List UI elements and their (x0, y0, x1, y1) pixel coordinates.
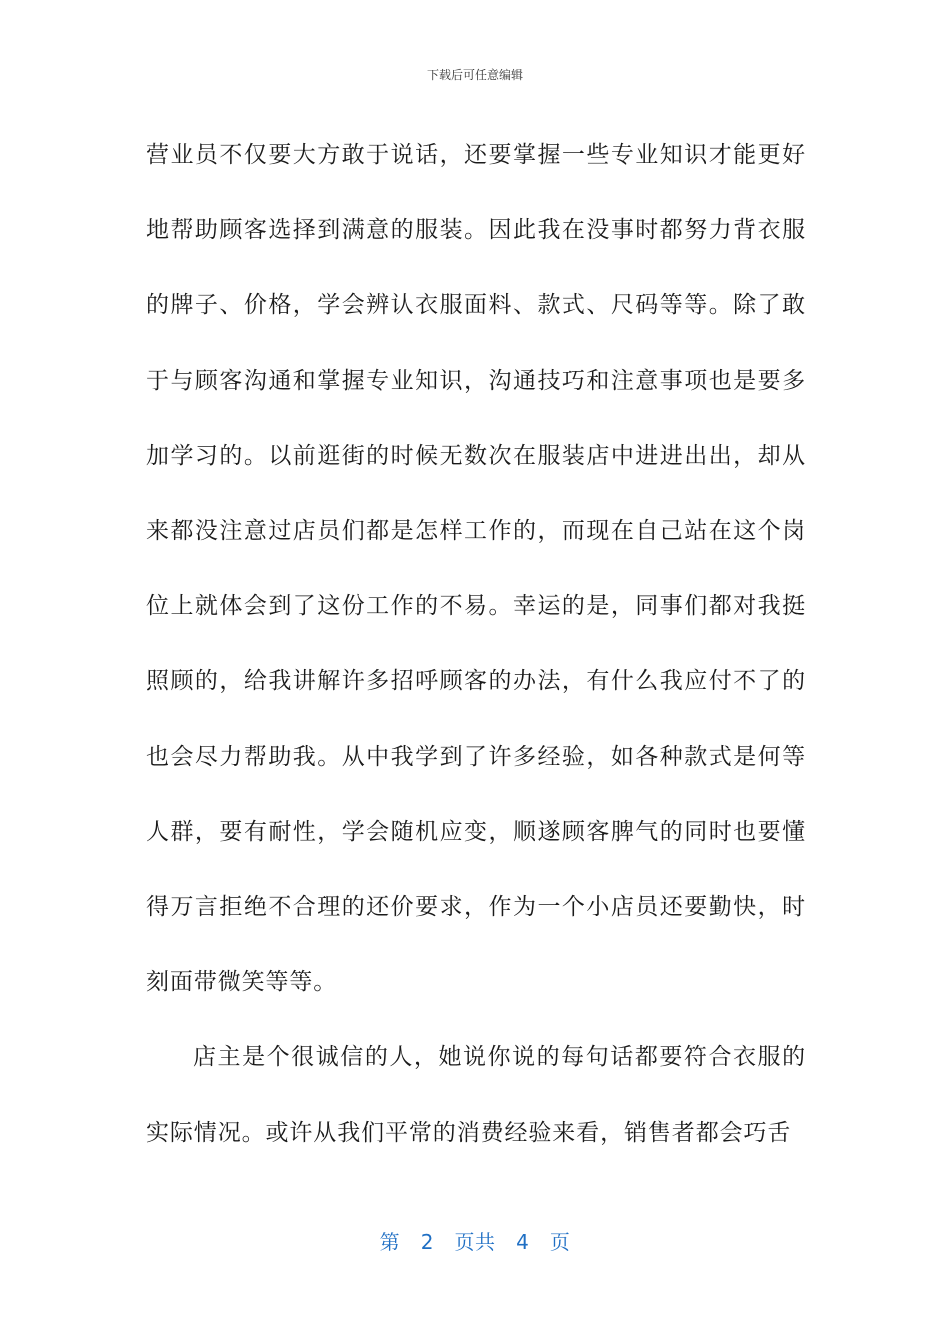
total-pages-number: 4 (516, 1230, 530, 1254)
page-footer (0, 1226, 950, 1255)
page-label-mid: 页共 (454, 1230, 496, 1254)
document-body (146, 118, 806, 1171)
current-page-number: 2 (420, 1230, 434, 1254)
paragraph-2: 店主是个很诚信的人，她说你说的每句话都要符合衣服的实际情况。或许从我们平常的消费经验来看，销售者都会巧舌 (146, 1044, 806, 1146)
page-label-prefix: 第 (379, 1230, 401, 1254)
header-note: 下载后可任意编辑 (426, 68, 523, 82)
page-label-suffix: 页 (549, 1230, 571, 1254)
paragraph-1: 营业员不仅要大方敢于说话，还要掌握一些专业知识才能更好地帮助顾客选择到满意的服装。因此我在没事时都努力背衣服的牌子、价格，学会辨认衣服面料、款式、尺码等等。除了敢于与顾客沟通和掌握专业知识，沟通技巧和注意事项也是要多加学习的。以前逛街的时候无数次在服装店中进进出出，却从来都没注意过店员们都是怎样工作的，而现在自己站在这个岗位上就体会到了这份工作的不易。幸运的是，同事们都对我挺照顾的，给我讲解许多招呼顾客的办法，有什么我应付不了的也会尽力帮助我。从中我学到了许多经验，如各种款式是何等人群，要有耐性，学会随机应变，顺遂顾客脾气的同时也要懂得万言拒绝不合理的还价要求，作为一个小店员还要勤快，时刻面带微笑等等。 (146, 142, 806, 996)
